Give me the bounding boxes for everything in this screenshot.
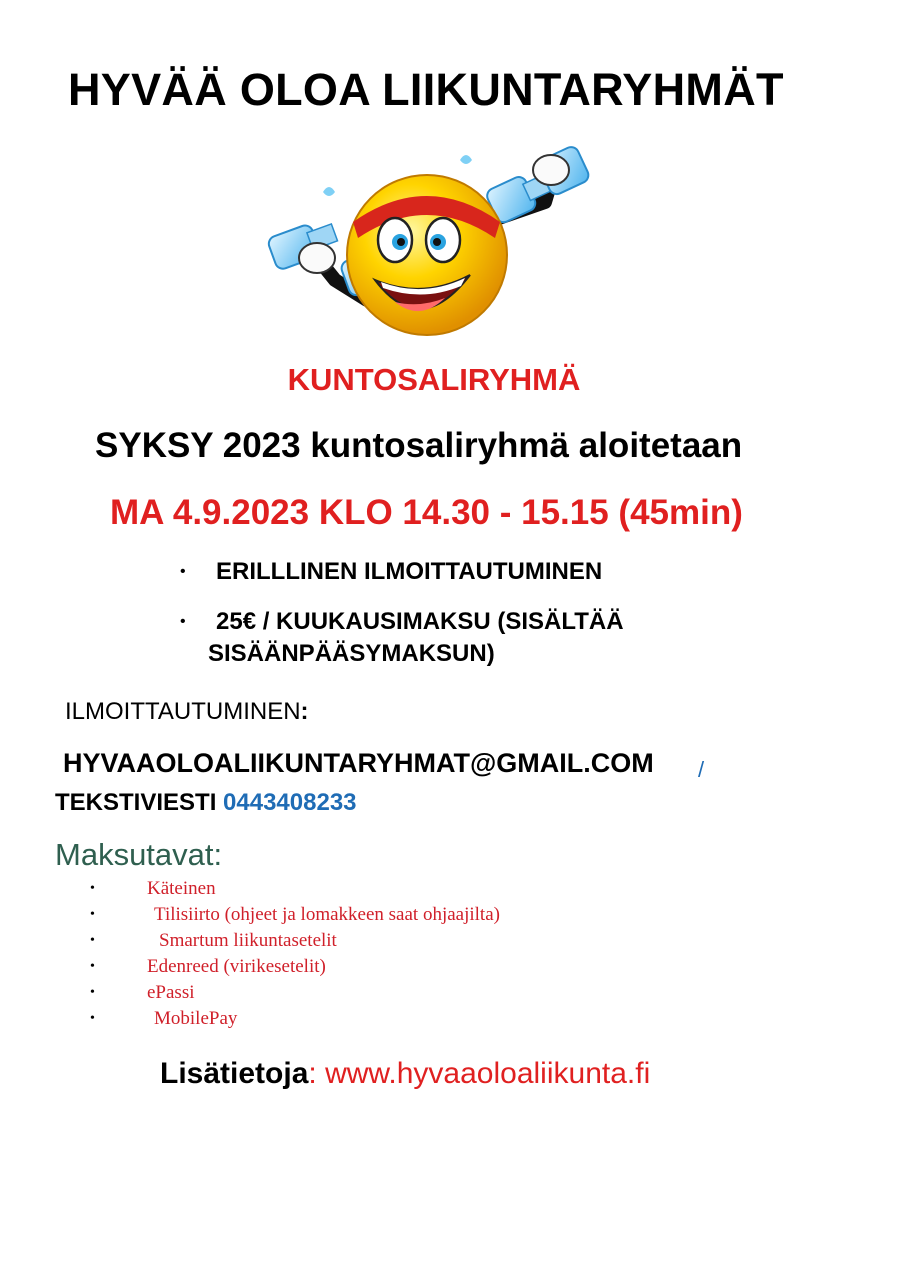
website-link[interactable]: www.hyvaaoloaliikunta.fi	[325, 1057, 651, 1090]
contact-separator: /	[698, 757, 705, 782]
season-announcement: SYKSY 2023 kuntosaliryhmä aloitetaan	[95, 426, 743, 465]
smiley-lifting-dumbbells-icon	[255, 130, 600, 345]
payment-methods-heading: Maksutavat:	[55, 837, 223, 872]
registration-label: ILMOITTAUTUMINEN:	[65, 698, 309, 725]
registration-email[interactable]: HYVAAOLOALIIKUNTARYHMAT@GMAIL.COM	[63, 748, 654, 778]
more-info: Lisätietoja: www.hyvaaoloaliikunta.fi	[160, 1057, 651, 1090]
info-bullet-list	[178, 556, 624, 688]
page-title: HYVÄÄ OLOA LIIKUNTARYHMÄT	[68, 64, 784, 115]
section-title: KUNTOSALIRYHMÄ	[287, 362, 581, 397]
phone-number[interactable]: 0443408233	[223, 789, 357, 816]
sms-contact: TEKSTIVIESTI 0443408233	[55, 789, 357, 816]
start-datetime: MA 4.9.2023 KLO 14.30 - 15.15 (45min)	[110, 493, 743, 532]
info-bullet: • 25€ / KUUKAUSIMAKSU (SISÄLTÄÄ SISÄÄNPÄÄSYMAKSUN)	[178, 606, 624, 670]
info-bullet: • ERILLLINEN ILMOITTAUTUMINEN	[178, 556, 624, 588]
